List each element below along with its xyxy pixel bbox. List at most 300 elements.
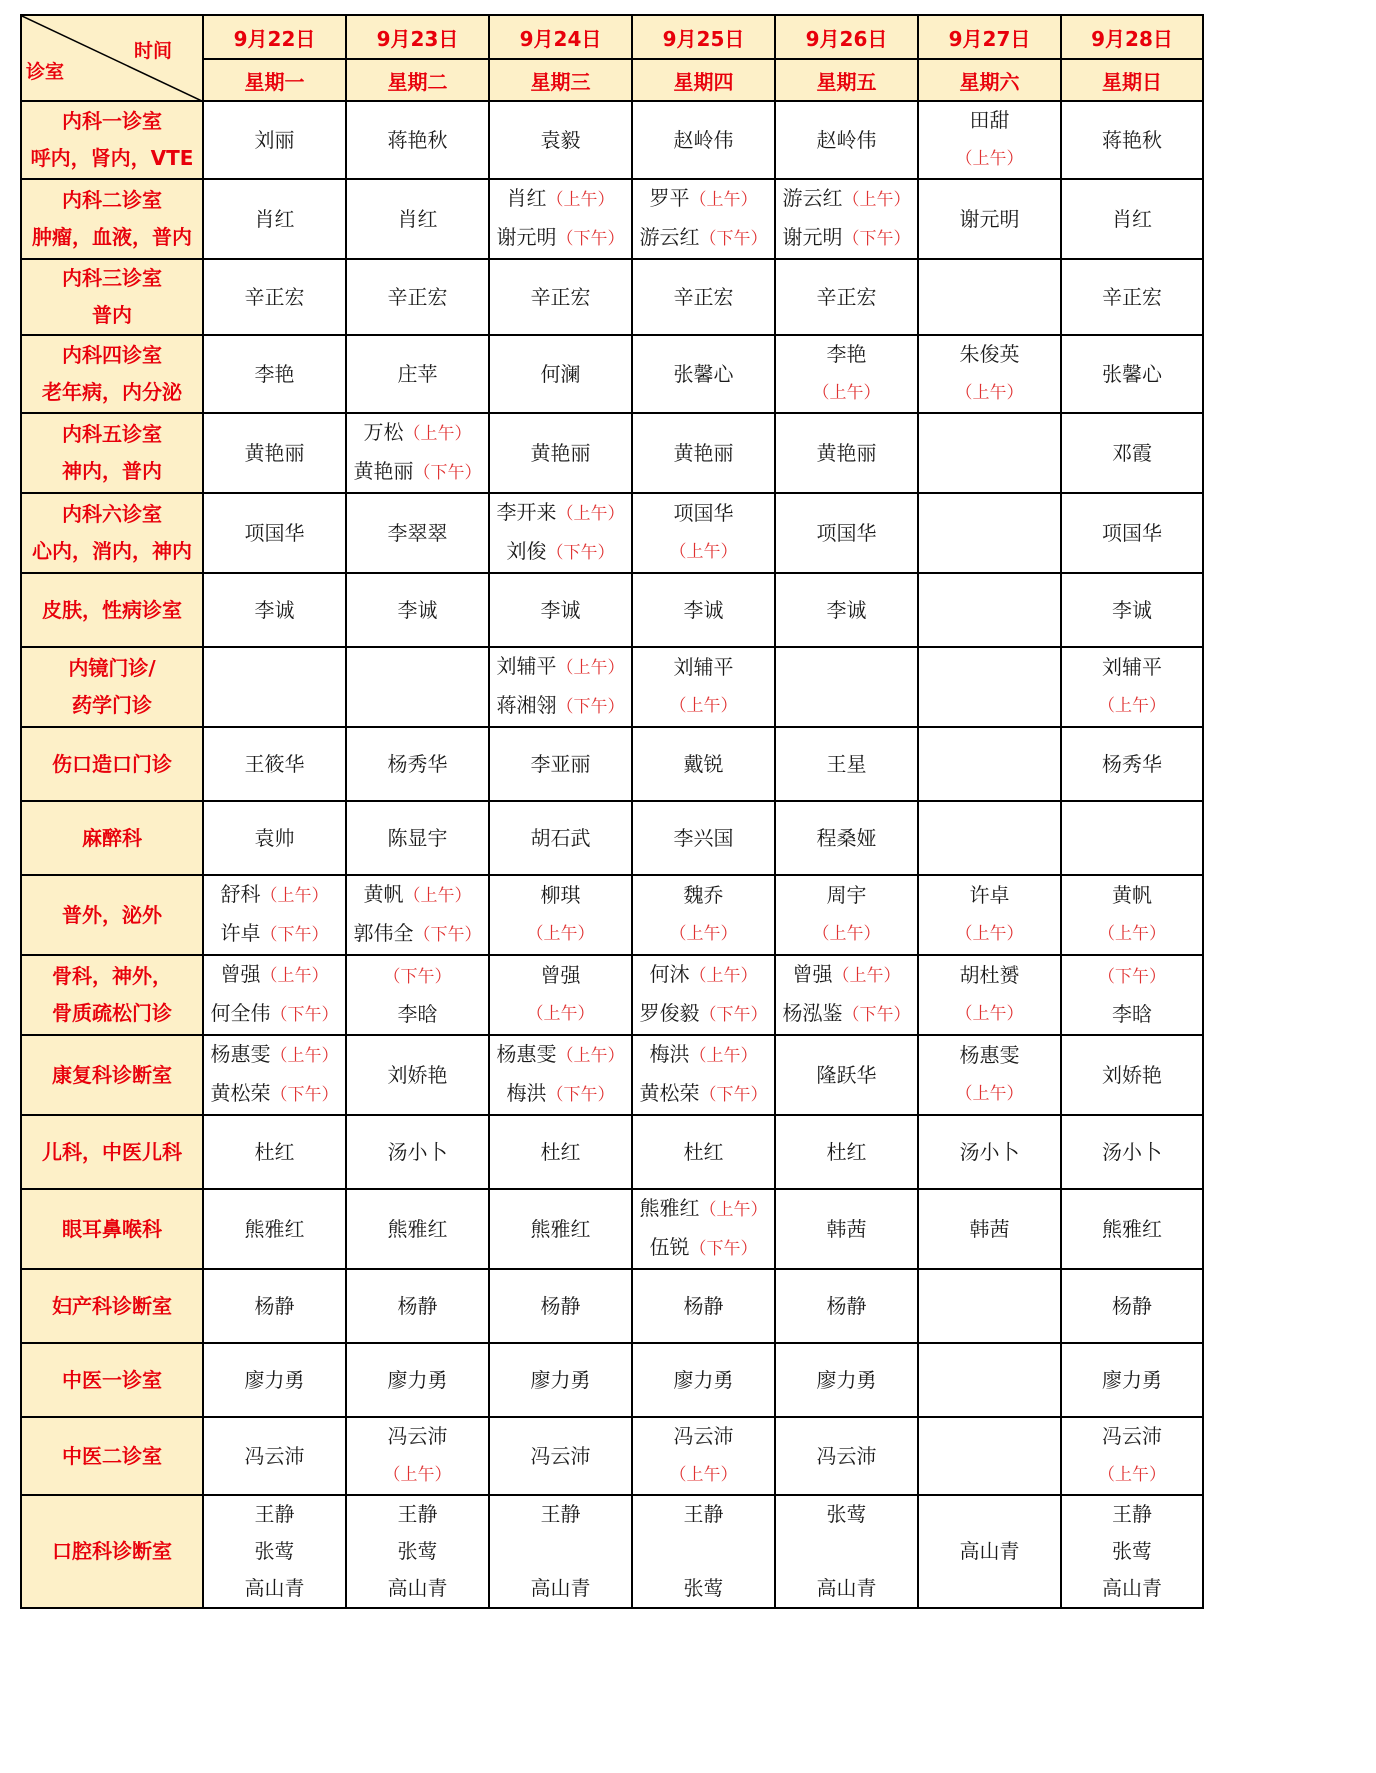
- doctor-entry: [1062, 914, 1202, 953]
- doctor-entry: [347, 453, 488, 492]
- doctor-name: 庄苹: [397, 361, 438, 386]
- doctor-entry: [347, 876, 488, 915]
- doctor-cell: [346, 179, 489, 259]
- doctor-name: 程桑娅: [816, 825, 877, 850]
- doctor-name: 廖力勇: [1102, 1367, 1162, 1392]
- doctor-name: 熊雅红: [387, 1216, 448, 1241]
- session-tag: （上午）: [526, 1004, 595, 1024]
- doctor-entry: [490, 914, 631, 953]
- doctor-name: 项国华: [244, 520, 305, 545]
- doctor-cell: [203, 101, 346, 179]
- doctor-name: 王静: [683, 1502, 724, 1526]
- doctor-entry: [347, 414, 488, 453]
- doctor-cell: [1061, 573, 1203, 647]
- doctor-cell: [775, 1115, 918, 1189]
- doctor-cell: [632, 1417, 775, 1495]
- doctor-cell: [918, 573, 1061, 647]
- doctor-name: 李翠翠: [387, 520, 448, 545]
- doctor-name: 刘俊: [506, 539, 547, 563]
- doctor-name: 杜红: [826, 1139, 867, 1164]
- doctor-cell: [203, 1343, 346, 1417]
- doctor-cell: [346, 413, 489, 493]
- doctor-name: 廖力勇: [673, 1367, 734, 1392]
- doctor-cell: [1061, 1189, 1203, 1269]
- doctor-entry: [347, 1362, 488, 1399]
- doctor-cell: [489, 955, 632, 1035]
- session-tag: （下午）: [689, 1239, 758, 1259]
- doctor-name: 李诚: [254, 597, 295, 622]
- doctor-entry: [1062, 279, 1202, 316]
- doctor-entry: [1062, 592, 1202, 629]
- doctor-entry: [204, 122, 345, 159]
- doctor-entry: [347, 1418, 488, 1455]
- doctor-cell: [203, 573, 346, 647]
- doctor-name: 熊雅红: [1102, 1216, 1162, 1241]
- department-label: 呼内，肾内，VTE: [30, 146, 194, 170]
- schedule-row: [21, 1417, 1203, 1495]
- schedule-row: [21, 259, 1203, 335]
- doctor-entry: [633, 1190, 774, 1229]
- doctor-name: 张莺: [683, 1576, 724, 1600]
- department-label: 内科六诊室: [62, 502, 162, 526]
- doctor-entry: [490, 180, 631, 219]
- doctor-cell: [918, 1115, 1061, 1189]
- doctor-cell: [489, 101, 632, 179]
- doctor-entry: [490, 687, 631, 726]
- doctor-cell: [489, 1417, 632, 1495]
- schedule-row: [21, 1115, 1203, 1189]
- doctor-name: 冯云沛: [1102, 1424, 1162, 1448]
- schedule-row: [21, 1189, 1203, 1269]
- doctor-name: 熊雅红: [244, 1216, 305, 1241]
- doctor-cell: [1061, 727, 1203, 801]
- doctor-name: 杨秀华: [1102, 751, 1162, 776]
- doctor-name: 李艳: [254, 361, 295, 386]
- doctor-entry: [919, 201, 1060, 238]
- doctor-entry: [776, 1211, 917, 1248]
- doctor-name: 廖力勇: [530, 1367, 591, 1392]
- department-label: 药学门诊: [72, 693, 152, 717]
- session-tag: （上午）: [812, 383, 881, 403]
- doctor-entry: [490, 648, 631, 687]
- doctor-name: 张莺: [397, 1539, 438, 1563]
- doctor-entry: [919, 336, 1060, 373]
- doctor-cell: [775, 573, 918, 647]
- doctor-name: 杜红: [540, 1139, 581, 1164]
- doctor-name: 蒋艳秋: [1102, 127, 1162, 152]
- session-tag: （下午）: [1098, 967, 1166, 987]
- doctor-name: 廖力勇: [244, 1367, 305, 1392]
- department-label: 内科四诊室: [62, 343, 162, 367]
- doctor-entry: [633, 219, 774, 258]
- doctor-cell: [775, 413, 918, 493]
- doctor-cell: [918, 1269, 1061, 1343]
- schedule-wrapper: [20, 14, 1204, 1609]
- doctor-entry: [347, 915, 488, 954]
- doctor-entry: [633, 495, 774, 532]
- doctor-name: 周宇: [826, 883, 867, 907]
- doctor-cell: [918, 1035, 1061, 1115]
- doctor-name: 杨静: [826, 1293, 867, 1318]
- doctor-entry: [633, 649, 774, 686]
- department-label: 内科五诊室: [62, 422, 162, 446]
- department-cell: [21, 1115, 203, 1189]
- doctor-cell: [1061, 1495, 1203, 1608]
- doctor-name: 辛正宏: [673, 284, 734, 309]
- doctor-entry: [490, 1288, 631, 1325]
- doctor-entry: [490, 494, 631, 533]
- doctor-entry: [347, 356, 488, 393]
- doctor-cell: [489, 335, 632, 413]
- doctor-name: 杨静: [1112, 1293, 1152, 1318]
- doctor-cell: [346, 101, 489, 179]
- session-tag: （上午）: [556, 504, 625, 524]
- doctor-entry: [633, 180, 774, 219]
- doctor-name: 杨泓鉴: [782, 1001, 843, 1025]
- doctor-entry: [204, 1075, 345, 1114]
- doctor-cell: [1061, 101, 1203, 179]
- department-cell: [21, 101, 203, 179]
- doctor-cell: [346, 1115, 489, 1189]
- doctor-name: 万松: [363, 420, 404, 444]
- doctor-name: 杨静: [540, 1293, 581, 1318]
- doctor-entry: [776, 1288, 917, 1325]
- doctor-cell: [203, 875, 346, 955]
- doctor-entry: [919, 877, 1060, 914]
- doctor-name: 张莺: [1112, 1539, 1152, 1563]
- doctor-entry: [633, 686, 774, 725]
- doctor-name: 李诚: [1112, 597, 1152, 622]
- doctor-name: 李晗: [1112, 1002, 1152, 1026]
- doctor-entry: [776, 1362, 917, 1399]
- doctor-entry: [776, 336, 917, 373]
- schedule-row: [21, 1035, 1203, 1115]
- doctor-cell: [632, 727, 775, 801]
- doctor-name: 冯云沛: [816, 1443, 877, 1468]
- doctor-cell: [632, 179, 775, 259]
- doctor-entry: [204, 876, 345, 915]
- doctor-name: 张莺: [826, 1502, 867, 1526]
- doctor-entry: [919, 1533, 1060, 1570]
- doctor-cell: [346, 1417, 489, 1495]
- doctor-name: 杨惠雯: [496, 1042, 557, 1066]
- doctor-entry: [204, 1288, 345, 1325]
- doctor-cell: [489, 1495, 632, 1608]
- doctor-cell: [918, 647, 1061, 727]
- department-label: 内科二诊室: [62, 188, 162, 212]
- doctor-cell: [489, 1343, 632, 1417]
- doctor-name: 韩茜: [826, 1216, 867, 1241]
- doctor-name: 王静: [1112, 1502, 1152, 1526]
- date-header: 9月25日: [632, 15, 775, 59]
- doctor-cell: [918, 1417, 1061, 1495]
- schedule-row: [21, 955, 1203, 1035]
- doctor-name: 杨秀华: [387, 751, 448, 776]
- doctor-cell: [632, 647, 775, 727]
- doctor-cell: [346, 647, 489, 727]
- doctor-cell: [775, 259, 918, 335]
- doctor-name: 戴锐: [683, 751, 724, 776]
- department-cell: [21, 647, 203, 727]
- doctor-cell: [346, 727, 489, 801]
- doctor-entry: [633, 1036, 774, 1075]
- doctor-entry: [204, 1036, 345, 1075]
- doctor-entry: [490, 877, 631, 914]
- doctor-name: 韩茜: [969, 1216, 1010, 1241]
- doctor-name: 胡石武: [530, 825, 591, 850]
- doctor-cell: [203, 1269, 346, 1343]
- doctor-entry: [347, 122, 488, 159]
- doctor-cell: [775, 179, 918, 259]
- doctor-cell: [632, 875, 775, 955]
- doctor-entry: [347, 1570, 488, 1607]
- doctor-cell: [632, 1269, 775, 1343]
- doctor-entry: [204, 995, 345, 1034]
- doctor-cell: [918, 801, 1061, 875]
- doctor-entry: [204, 1533, 345, 1570]
- doctor-entry: [633, 746, 774, 783]
- doctor-entry: [347, 1455, 488, 1494]
- doctor-name: 袁毅: [540, 127, 581, 152]
- doctor-entry: [347, 1057, 488, 1094]
- doctor-name: 袁帅: [254, 825, 295, 850]
- doctor-entry: [776, 956, 917, 995]
- doctor-name: 刘娇艳: [387, 1062, 448, 1087]
- session-tag: （上午）: [689, 1046, 758, 1066]
- doctor-cell: [775, 1269, 918, 1343]
- doctor-entry: [919, 1134, 1060, 1171]
- session-tag: （上午）: [955, 1004, 1024, 1024]
- doctor-cell: [203, 1115, 346, 1189]
- doctor-entry: [1062, 957, 1202, 996]
- doctor-entry: [776, 914, 917, 953]
- session-tag: （上午）: [955, 149, 1024, 169]
- doctor-name: 肖红: [506, 186, 547, 210]
- doctor-entry: [633, 1418, 774, 1455]
- corner-time-label: 时间: [133, 40, 172, 62]
- session-tag: （上午）: [403, 424, 472, 444]
- doctor-name: 辛正宏: [816, 284, 877, 309]
- doctor-entry: [633, 914, 774, 953]
- date-header: 9月26日: [775, 15, 918, 59]
- doctor-entry: [919, 102, 1060, 139]
- session-tag: （上午）: [669, 1465, 738, 1485]
- doctor-name: 高山青: [816, 1576, 877, 1600]
- session-tag: （上午）: [556, 658, 625, 678]
- doctor-cell: [346, 1269, 489, 1343]
- doctor-name: 黄艳丽: [816, 440, 877, 465]
- department-label: 骨科，神外，: [52, 964, 172, 988]
- doctor-entry: [633, 279, 774, 316]
- doctor-entry: [1062, 435, 1202, 472]
- doctor-name: 舒科: [220, 882, 261, 906]
- doctor-name: 刘娇艳: [1102, 1062, 1162, 1087]
- doctor-cell: [632, 573, 775, 647]
- doctor-name: 黄松荣: [639, 1081, 700, 1105]
- department-label: 妇产科诊断室: [52, 1293, 172, 1318]
- session-tag: （下午）: [556, 229, 625, 249]
- session-tag: （上午）: [260, 966, 329, 986]
- doctor-entry: [776, 180, 917, 219]
- doctor-name: [557, 1539, 563, 1563]
- department-label: 中医二诊室: [62, 1443, 162, 1468]
- doctor-cell: [203, 413, 346, 493]
- doctor-name: 黄帆: [1112, 883, 1152, 907]
- doctor-entry: [776, 279, 917, 316]
- doctor-entry: [776, 820, 917, 857]
- doctor-entry: [919, 1074, 1060, 1113]
- doctor-entry: [347, 1134, 488, 1171]
- department-label: 皮肤，性病诊室: [42, 597, 182, 622]
- department-label: 肿瘤，血液，普内: [32, 225, 192, 249]
- doctor-cell: [775, 801, 918, 875]
- doctor-cell: [346, 259, 489, 335]
- doctor-cell: [918, 413, 1061, 493]
- doctor-cell: [203, 1035, 346, 1115]
- doctor-entry: [1062, 1134, 1202, 1171]
- doctor-name: 冯云沛: [673, 1424, 734, 1448]
- doctor-name: 李开来: [496, 500, 557, 524]
- doctor-name: 肖红: [1112, 206, 1152, 231]
- session-tag: （下午）: [270, 1005, 339, 1025]
- doctor-cell: [1061, 875, 1203, 955]
- doctor-name: 熊雅红: [639, 1196, 700, 1220]
- doctor-name: 李诚: [397, 597, 438, 622]
- doctor-entry: [1062, 996, 1202, 1033]
- doctor-name: 高山青: [244, 1576, 305, 1600]
- session-tag: （上午）: [955, 383, 1024, 403]
- doctor-name: 李晗: [397, 1002, 438, 1026]
- department-cell: [21, 1495, 203, 1608]
- doctor-name: 汤小卜: [959, 1139, 1020, 1164]
- department-cell: [21, 1269, 203, 1343]
- doctor-name: 邓霞: [1112, 440, 1152, 465]
- session-tag: （下午）: [546, 1085, 615, 1105]
- doctor-cell: [489, 413, 632, 493]
- department-cell: [21, 801, 203, 875]
- doctor-name: 李兴国: [673, 825, 734, 850]
- doctor-name: 伍锐: [649, 1235, 690, 1259]
- doctor-entry: [490, 219, 631, 258]
- doctor-cell: [632, 1035, 775, 1115]
- doctor-cell: [632, 801, 775, 875]
- department-label: 中医一诊室: [62, 1367, 162, 1392]
- doctor-cell: [1061, 1115, 1203, 1189]
- doctor-cell: [489, 875, 632, 955]
- doctor-cell: [346, 1035, 489, 1115]
- doctor-entry: [490, 994, 631, 1033]
- department-label: 眼耳鼻喉科: [62, 1216, 162, 1241]
- doctor-name: 张馨心: [673, 361, 734, 386]
- doctor-name: 李诚: [683, 597, 724, 622]
- weekday-header: 星期一: [203, 59, 346, 101]
- doctor-name: 刘辅平: [1102, 655, 1162, 679]
- doctor-cell: [1061, 493, 1203, 573]
- doctor-entry: [490, 1570, 631, 1607]
- doctor-cell: [1061, 801, 1203, 875]
- session-tag: （下午）: [413, 463, 482, 483]
- doctor-name: 游云红: [782, 186, 843, 210]
- department-label: 心内，消内，神内: [32, 539, 192, 563]
- doctor-entry: [919, 994, 1060, 1033]
- doctor-entry: [776, 435, 917, 472]
- doctor-entry: [1062, 1570, 1202, 1607]
- doctor-cell: [632, 1495, 775, 1608]
- doctor-entry: [633, 356, 774, 393]
- doctor-cell: [489, 1035, 632, 1115]
- doctor-name: 高山青: [530, 1576, 591, 1600]
- schedule-row: [21, 493, 1203, 573]
- doctor-entry: [204, 279, 345, 316]
- doctor-entry: [1062, 356, 1202, 393]
- doctor-name: 郭伟全: [353, 921, 414, 945]
- doctor-name: 田甜: [969, 108, 1010, 132]
- doctor-name: 朱俊英: [959, 342, 1020, 366]
- department-label: 内科一诊室: [62, 109, 162, 133]
- date-header: 9月27日: [918, 15, 1061, 59]
- doctor-name: 廖力勇: [387, 1367, 448, 1392]
- doctor-name: [700, 1539, 706, 1563]
- doctor-name: 黄艳丽: [353, 459, 414, 483]
- doctor-name: 王筱华: [244, 751, 305, 776]
- doctor-entry: [1062, 515, 1202, 552]
- doctor-cell: [1061, 1269, 1203, 1343]
- session-tag: （上午）: [689, 190, 758, 210]
- doctor-entry: [490, 1075, 631, 1114]
- doctor-entry: [919, 1037, 1060, 1074]
- doctor-entry: [490, 435, 631, 472]
- department-cell: [21, 1189, 203, 1269]
- doctor-entry: [347, 515, 488, 552]
- doctor-cell: [775, 1189, 918, 1269]
- doctor-entry: [490, 746, 631, 783]
- session-tag: （上午）: [1098, 924, 1166, 944]
- schedule-row: [21, 179, 1203, 259]
- date-header: 9月23日: [346, 15, 489, 59]
- doctor-cell: [489, 647, 632, 727]
- doctor-cell: [918, 335, 1061, 413]
- doctor-entry: [1062, 877, 1202, 914]
- doctor-name: 熊雅红: [530, 1216, 591, 1241]
- schedule-row: [21, 1269, 1203, 1343]
- schedule-row: [21, 335, 1203, 413]
- doctor-entry: [776, 877, 917, 914]
- doctor-cell: [775, 1417, 918, 1495]
- schedule-row: [21, 801, 1203, 875]
- session-tag: （上午）: [832, 966, 901, 986]
- doctor-entry: [490, 1533, 631, 1570]
- doctor-cell: [1061, 413, 1203, 493]
- doctor-entry: [1062, 1496, 1202, 1533]
- doctor-entry: [1062, 1362, 1202, 1399]
- department-cell: [21, 259, 203, 335]
- doctor-cell: [632, 101, 775, 179]
- doctor-name: 汤小卜: [1102, 1139, 1162, 1164]
- doctor-entry: [919, 914, 1060, 953]
- doctor-entry: [919, 373, 1060, 412]
- session-tag: （上午）: [260, 886, 329, 906]
- doctor-entry: [347, 957, 488, 996]
- session-tag: （上午）: [812, 924, 881, 944]
- schedule-row: [21, 1343, 1203, 1417]
- doctor-entry: [204, 356, 345, 393]
- weekday-header: 星期二: [346, 59, 489, 101]
- session-tag: （上午）: [383, 1465, 452, 1485]
- doctor-entry: [633, 1288, 774, 1325]
- doctor-entry: [633, 995, 774, 1034]
- doctor-cell: [489, 493, 632, 573]
- doctor-entry: [919, 957, 1060, 994]
